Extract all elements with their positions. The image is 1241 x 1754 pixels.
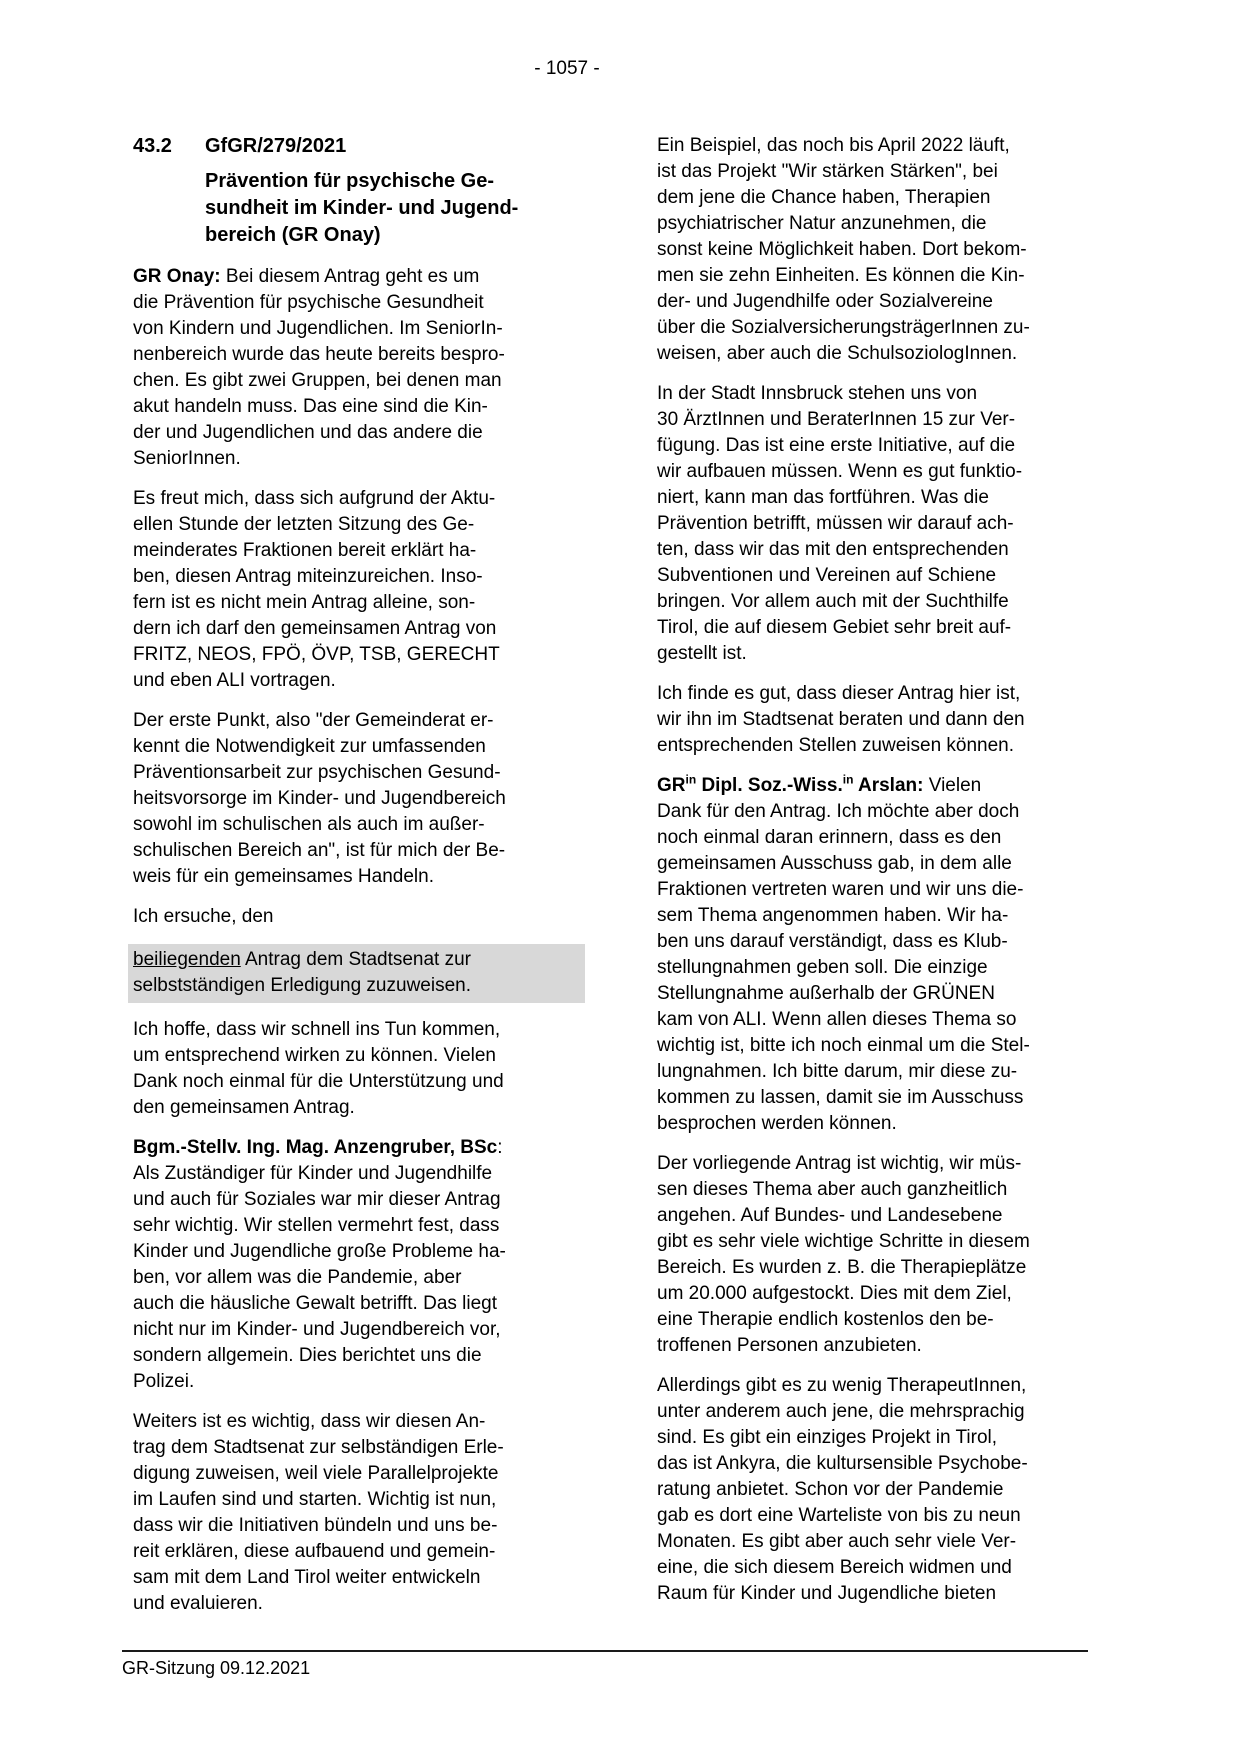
section-title: Prävention für psychische Ge- sundheit im Kinder- und Jugend- bereich (GR Onay) xyxy=(205,170,519,246)
right-column-text xyxy=(657,133,1109,1607)
paragraph: Es freut mich, dass sich aufgrund der Aktu- ellen Stunde der letzten Sitzung des Ge- meinderates Fraktionen bereit erklärt ha- ben, diesen Antrag miteinzureichen. Inso- fern ist es nicht mein Antrag alleine, son- dern ich darf den gemeinsamen Antrag von FRITZ, NEOS, FPÖ, ÖVP, TSB, GERECHT und eben ALI vortragen. xyxy=(133,488,500,691)
text-segment: Bei diesem Antrag geht es um xyxy=(220,266,480,287)
highlighted-motion-text: beiliegenden Antrag dem Stadtsenat zur selbstständigen Erledigung zuzuweisen. xyxy=(128,944,585,1003)
paragraph: In der Stadt Innsbruck stehen uns von 30 ÄrztInnen und BeraterInnen 15 zur Ver- fügung. Das ist eine erste Initiative, auf die wir aufbauen müssen. Wenn es gut funktio- niert, kann man das fortführen. Was die Prävention betrifft, müssen wir darauf ach- ten, dass wir das mit den entsprechenden Subventionen und Vereinen auf Schiene bringen. Vor allem auch mit der Suchthilfe Tirol, die auf diesem Gebiet sehr breit auf- gestellt ist. xyxy=(657,383,1023,664)
speaker-name: GR xyxy=(657,775,686,796)
text-segment: : xyxy=(497,1137,503,1158)
paragraph: Bgm.-Stellv. Ing. Mag. Anzengruber, BSc: Als Zuständiger für Kinder und Jugendhilfe und auch für Soziales war mir dieser Antrag sehr wichtig. Wir stellen vermehrt fest, dass Kinder und Jugendliche große Probleme ha- ben, vor allem was die Pandemie, aber auch die häusliche Gewalt betrifft. Das liegt nicht nur im Kinder- und Jugendbereich vor, sondern allgemein. Dies berichtet uns die Polizei. xyxy=(133,1137,506,1392)
text-segment: Antrag dem Stadtsenat zur xyxy=(240,949,472,970)
page-number: - 1057 - xyxy=(534,58,600,79)
right-column xyxy=(657,133,1109,1621)
footer xyxy=(122,1650,1088,1679)
paragraph: Weiters ist es wichtig, dass wir diesen An- trag dem Stadtsenat zur selbständigen Erle- digung zuweisen, weil viele Parallelprojekte im Laufen sind und starten. Wichtig ist nun, dass wir die Initiativen bündeln und uns be- reit erklären, diese aufbauend und gemein- sam mit dem Land Tirol weiter entwickeln und evaluieren. xyxy=(133,1411,504,1614)
text-segment: Vielen xyxy=(923,775,982,796)
paragraph: GR Onay: Bei diesem Antrag geht es um die Prävention für psychische Gesundheit von Kindern und Jugendlichen. Im SeniorIn- nenbereich wurde das heute bereits bespro- chen. Es gibt zwei Gruppen, bei denen man akut handeln muss. Das eine sind die Kin- der und Jugendlichen und das andere die SeniorInnen. xyxy=(133,266,505,469)
paragraph: $GR^{in}$ Dipl. Soz.-Wiss.$^{in}$ Arslan: Vielen Dank für den Antrag. Ich möchte aber doch noch einmal daran erinnern, dass es den gemeinsamen Ausschuss gab, in dem alle Fraktionen vertreten waren und wir uns die- sem Thema angenommen haben. Wir ha- ben uns darauf verständigt, dass es Klub- stellungnahmen geben soll. Die einzige Stellungnahme außerhalb der GRÜNEN kam von ALI. Wenn allen dieses Thema so wichtig ist, bitte ich noch einmal um die Stel- lungnahmen. Ich bitte darum, mir diese zu- kommen zu lassen, damit sie im Ausschuss besprochen werden können. xyxy=(657,772,1030,1134)
speaker-name: Arslan: xyxy=(853,775,924,796)
footer-text: GR-Sitzung 09.12.2021 xyxy=(122,1658,311,1678)
speaker-name: GR Onay: xyxy=(133,266,221,287)
paragraph: Der erste Punkt, also "der Gemeinderat er- kennt die Notwendigkeit zur umfassenden Präventionsarbeit zur psychischen Gesund- heitsvorsorge im Kinder- und Jugendbereich sowohl im schulischen als auch im außer- schulischen Bereich an", ist für mich der Be- weis für ein gemeinsames Handeln. xyxy=(133,710,506,887)
left-column xyxy=(133,133,585,1631)
speaker-name: in xyxy=(842,772,854,787)
section-heading xyxy=(133,133,585,160)
speaker-name: in xyxy=(685,772,697,787)
paragraph: Allerdings gibt es zu wenig TherapeutInnen, unter anderem auch jene, die mehrsprachig sind. Es gibt ein einziges Projekt in Tirol, das ist Ankyra, die kultursensible Psychobe- ratung anbietet. Schon vor der Pandemie gab es dort eine Warteliste von bis zu neun Monaten. Es gibt aber auch sehr viele Ver- eine, die sich diesem Bereich widmen und Raum für Kinder und Jugendliche bieten xyxy=(657,1375,1028,1604)
paragraph: Ich finde es gut, dass dieser Antrag hier ist, wir ihn im Stadtsenat beraten und dann den entsprechenden Stellen zuweisen können. xyxy=(657,683,1025,756)
underlined-text: beiliegenden xyxy=(133,949,241,970)
left-column-text xyxy=(133,264,585,1617)
paragraph: Ich hoffe, dass wir schnell ins Tun kommen, um entsprechend wirken zu können. Vielen Dank noch einmal für die Unterstützung und den gemeinsamen Antrag. xyxy=(133,1019,504,1118)
paragraph: Ich ersuche, den xyxy=(133,906,274,927)
speaker-name: Bgm.-Stellv. Ing. Mag. Anzengruber, BSc xyxy=(133,1137,498,1158)
section-reference: GfGR/279/2021 xyxy=(205,135,347,157)
section-number: 43.2 xyxy=(133,135,172,157)
paragraph: Ein Beispiel, das noch bis April 2022 läuft, ist das Projekt "Wir stärken Stärken", bei dem jene die Chance haben, Therapien psychiatrischer Natur anzunehmen, die sonst keine Möglichkeit haben. Dort bekom- men sie zehn Einheiten. Es können die Kin- der- und Jugendhilfe oder Sozialvereine über die SozialversicherungsträgerInnen zu- weisen, aber auch die SchulsoziologInnen. xyxy=(657,135,1030,364)
speaker-name: Dipl. Soz.-Wiss. xyxy=(696,775,843,796)
paragraph: Der vorliegende Antrag ist wichtig, wir müs- sen dieses Thema aber auch ganzheitlich angehen. Auf Bundes- und Landesebene gibt es sehr viele wichtige Schritte in diesem Bereich. Es wurden z. B. die Therapieplätze um 20.000 aufgestockt. Dies mit dem Ziel, eine Therapie endlich kostenlos den be- troffenen Personen anzubieten. xyxy=(657,1153,1030,1356)
